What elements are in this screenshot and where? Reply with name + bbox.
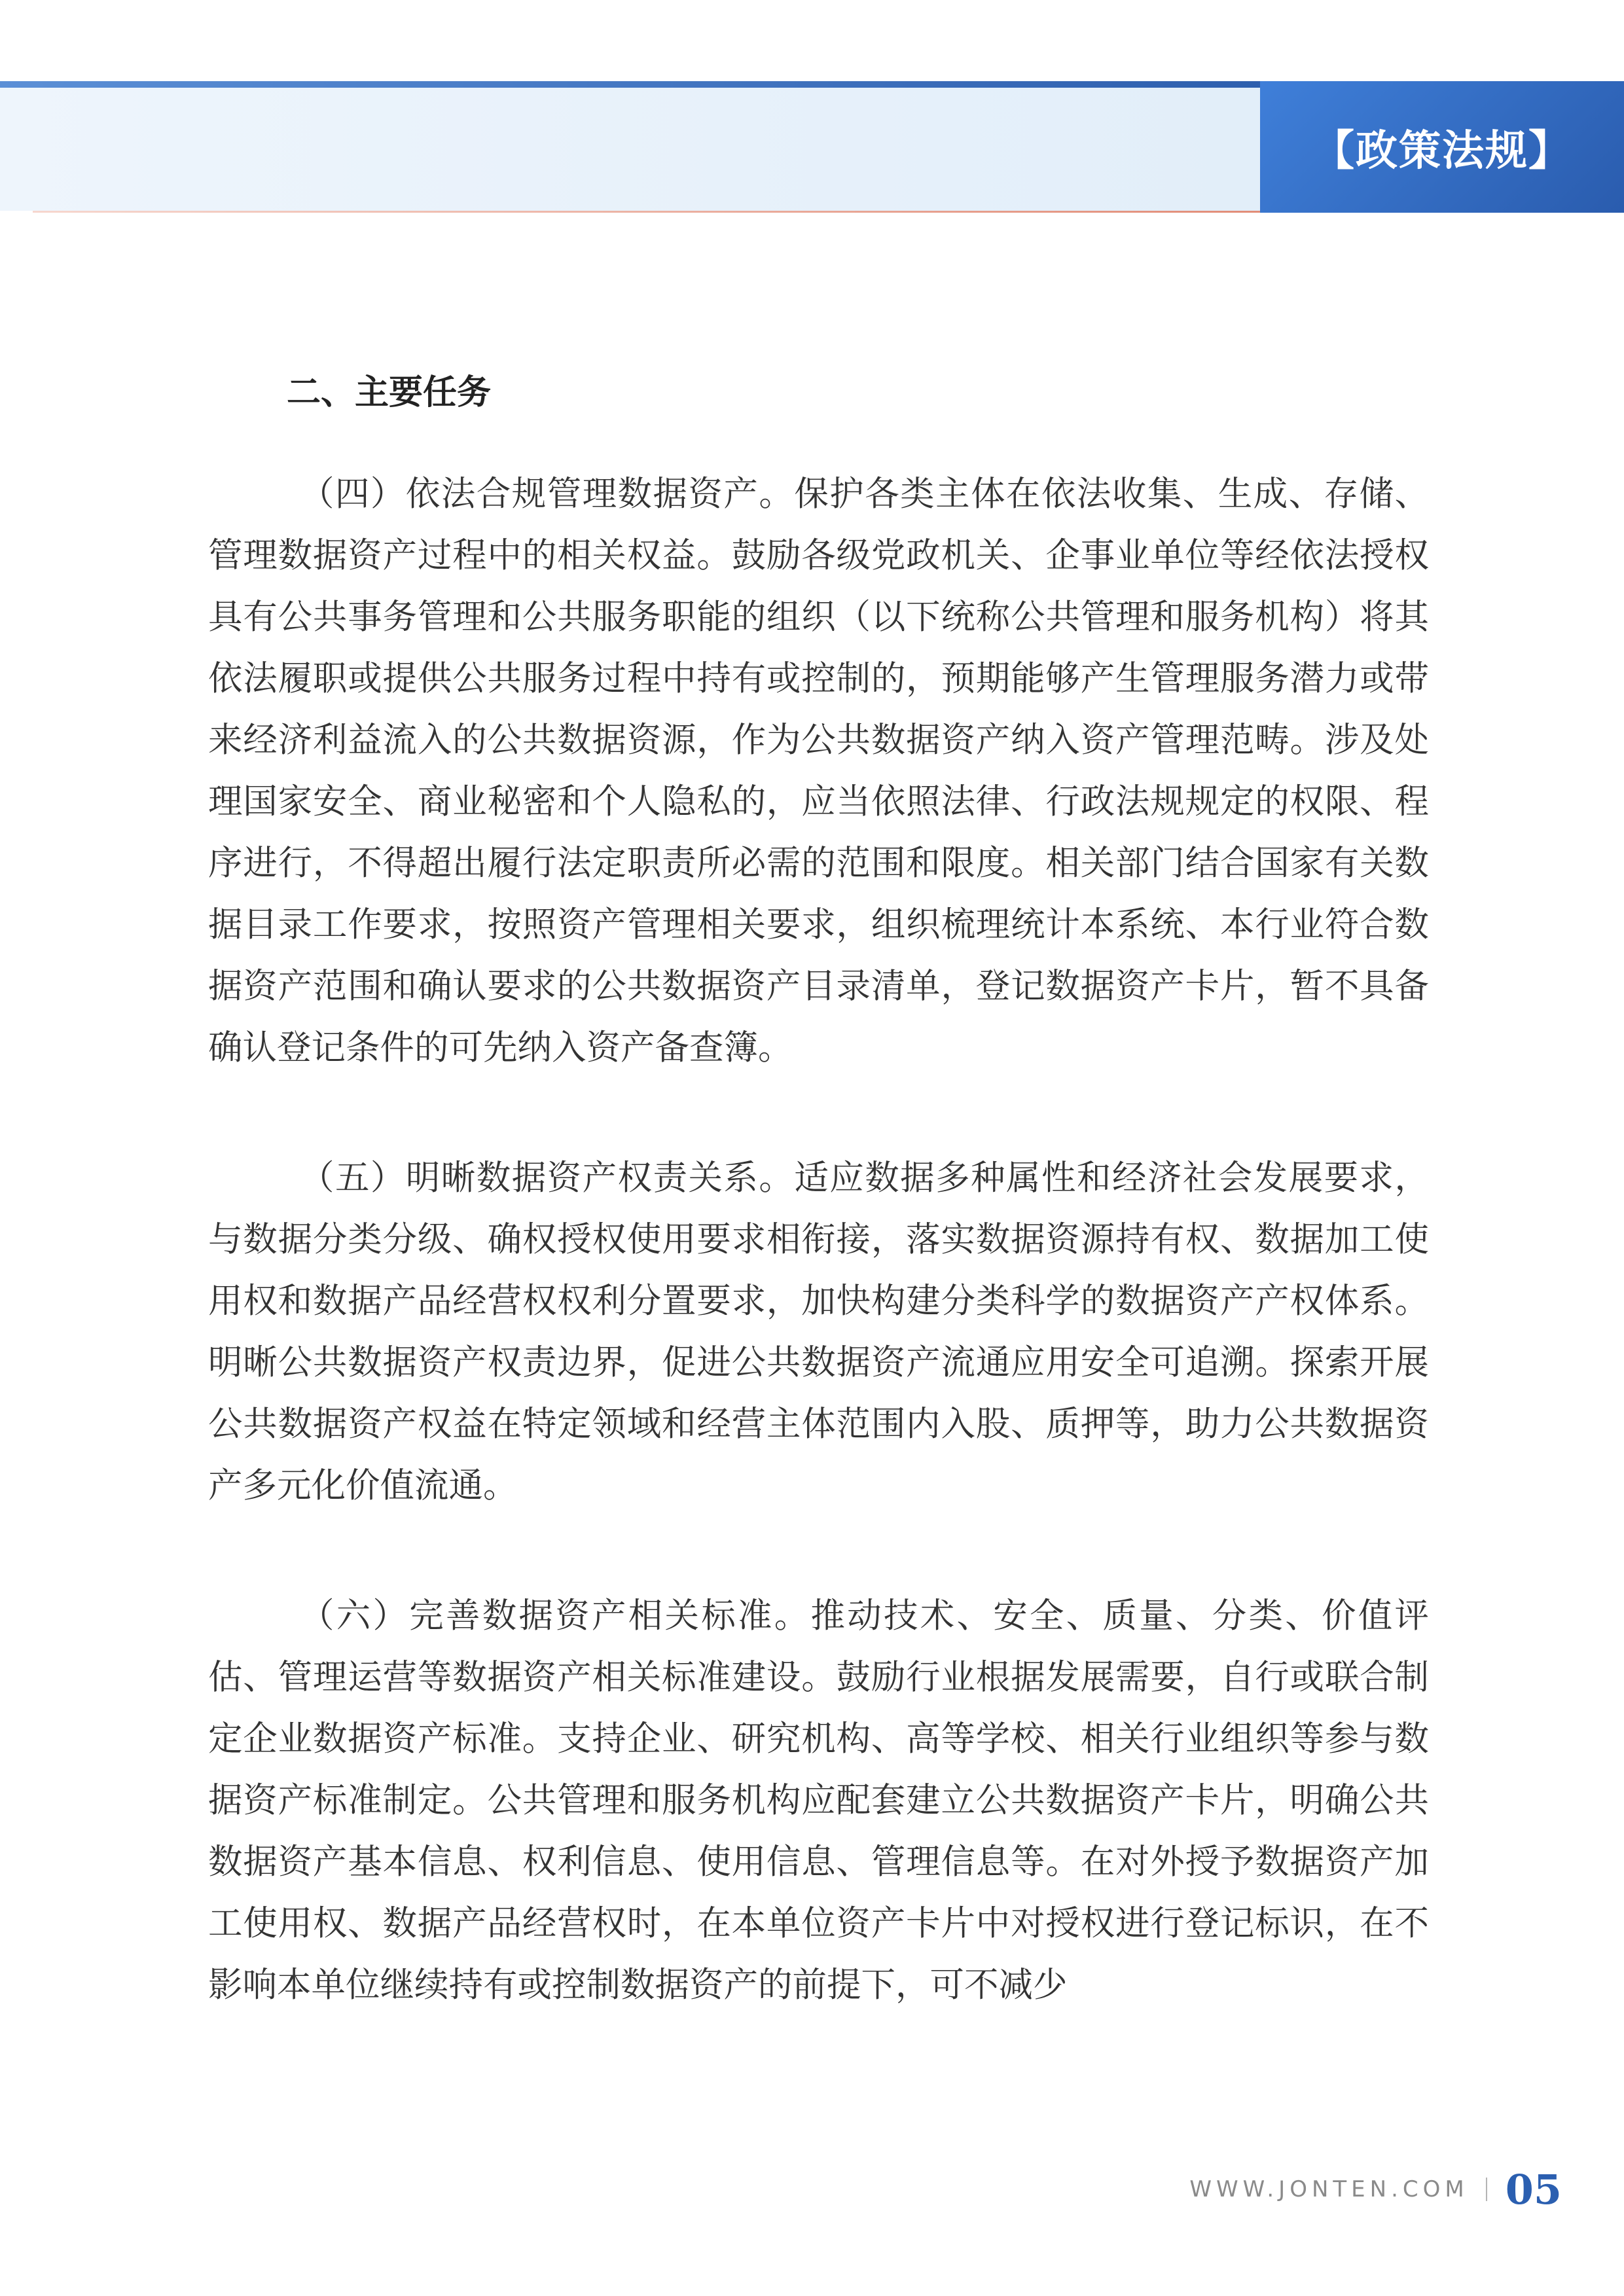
footer-website[interactable]: WWW.JONTEN.COM [1189,2176,1469,2202]
section-heading: 二、主要任务 [287,373,492,412]
paragraph-5: （五）明晰数据资产权责关系。适应数据多种属性和经济社会发展要求，与数据分类分级、确权授权使用要求相衔接，落实数据资源持有权、数据加工使用权和数据产品经营权权利分置要求，加快构建分类科学的数据资产产权体系。明晰公共数据资产权责边界，促进公共数据资产流通应用安全可追溯。探索开展公共数据资产权益在特定领域和经营主体范围内入股、质押等，助力公共数据资产多元化价值流通。 [208,1158,1429,1505]
paragraph-4: （四）依法合规管理数据资产。保护各类主体在依法收集、生成、存储、管理数据资产过程中的相关权益。鼓励各级党政机关、企事业单位等经依法授权具有公共事务管理和公共服务职能的组织（以下统称公共管理和服务机构）将其依法履职或提供公共服务过程中持有或控制的，预期能够产生管理服务潜力或带来经济利益流入的公共数据资源，作为公共数据资产纳入资产管理范畴。涉及处理国家安全、商业秘密和个人隐私的，应当依照法律、行政法规规定的权限、程序进行，不得超出履行法定职责所必需的范围和限度。相关部门结合国家有关数据目录工作要求，按照资产管理相关要求，组织梳理统计本系统、本行业符合数据资产范围和确认要求的公共数据资产目录清单，登记数据资产卡片，暂不具备确认登记条件的可先纳入资产备查簿。 [208,474,1429,1067]
section-tab-label: 【政策法规】 [1312,126,1572,175]
article-body [208,367,1429,2016]
section-tab [1260,81,1624,213]
header-band [0,88,1260,211]
paragraph-6: （六）完善数据资产相关标准。推动技术、安全、质量、分类、价值评估、管理运营等数据资产相关标准建设。鼓励行业根据发展需要，自行或联合制定企业数据资产标准。支持企业、研究机构、高等学校、相关行业组织等参与数据资产标准制定。公共管理和服务机构应配套建立公共数据资产卡片，明确公共数据资产基本信息、权利信息、使用信息、管理信息等。在对外授予数据资产加工使用权、数据产品经营权时，在本单位资产卡片中对授权进行登记标识，在不影响本单位继续持有或控制数据资产的前提下，可不减少 [208,1596,1429,2005]
page-footer [1189,2166,1562,2212]
footer-separator [1486,2178,1487,2201]
page-number: 05 [1505,2165,1562,2214]
header-top-accent-line [0,81,1260,88]
header-divider [33,211,1260,213]
